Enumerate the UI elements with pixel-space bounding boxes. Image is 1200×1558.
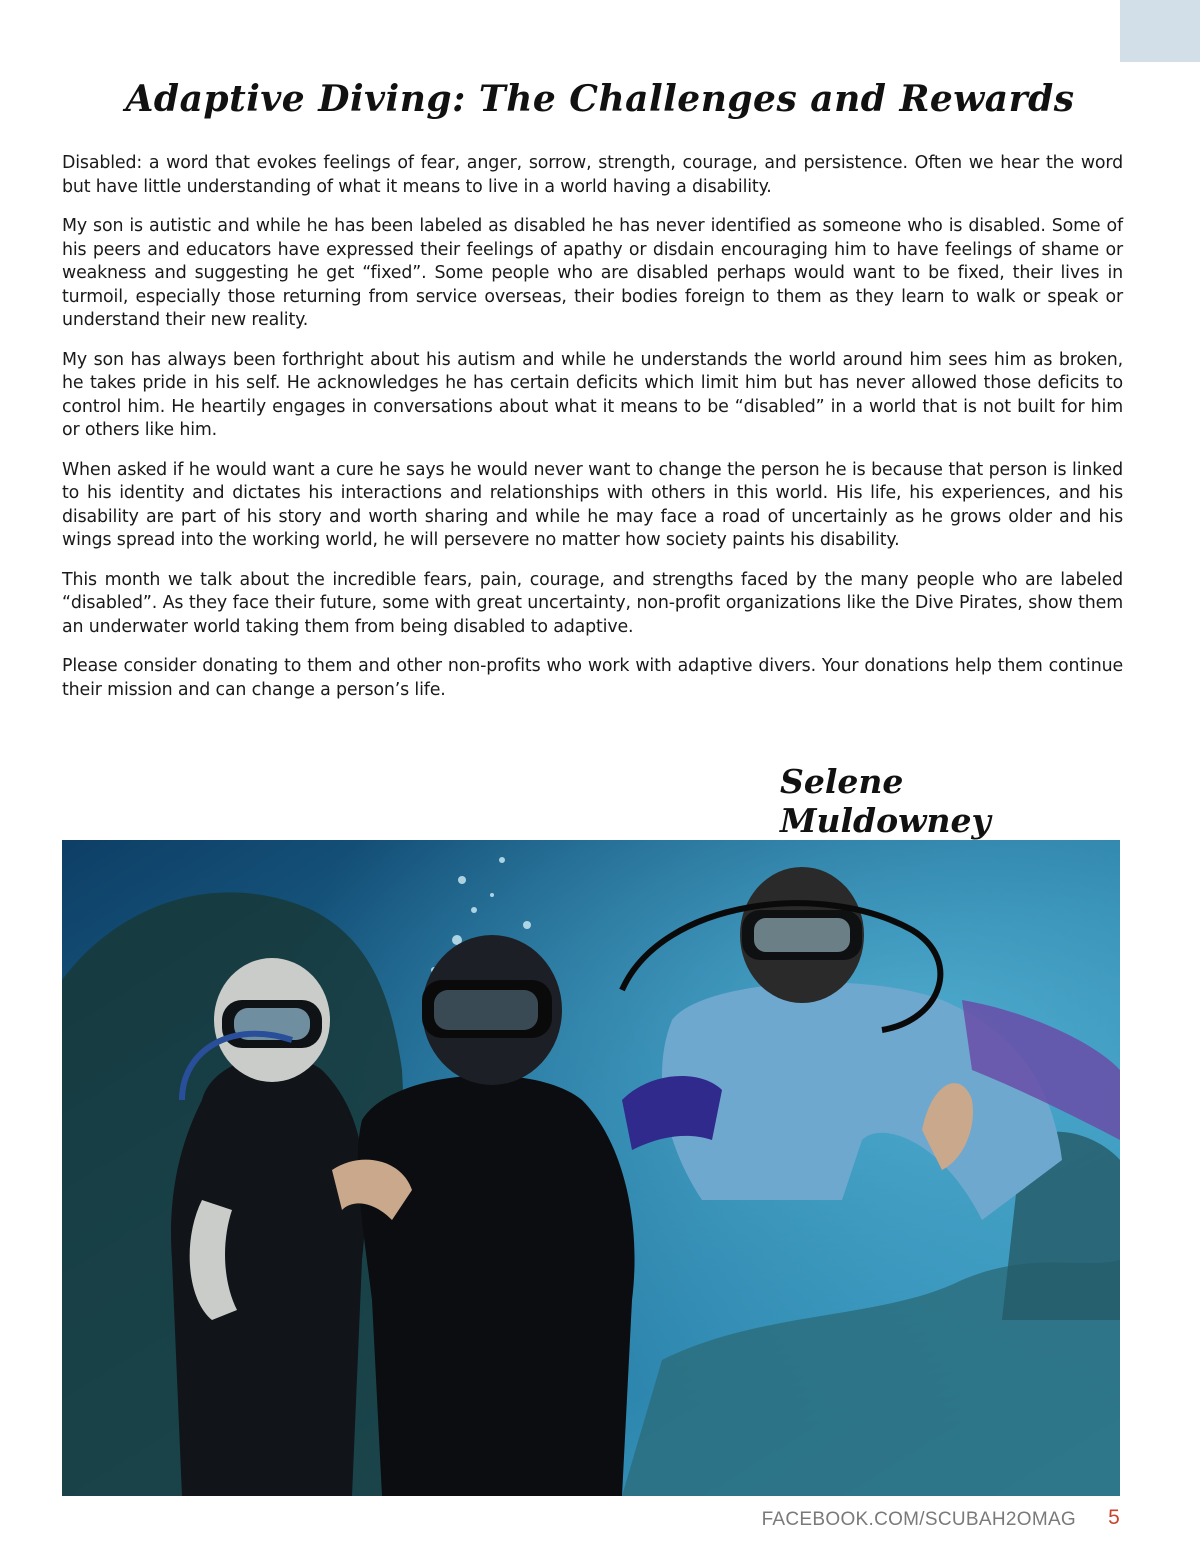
divers-photo — [62, 840, 1120, 1496]
footer-url[interactable]: FACEBOOK.COM/SCUBAH2OMAG — [761, 1509, 1076, 1530]
paragraph-2: My son is autistic and while he has been labeled as disabled he has never identified as someone who is disabled. Some of his peers and educators have expressed their feelings of apathy or disdain encouraging him to have feelings of shame or weakness and suggesting he get “fixed”. Some people who are disabled perhaps would want to be fixed, their lives in turmoil, especially those returning from service overseas, their bodies foreign to them as they learn to walk or speak or understand their new reality. — [62, 216, 1123, 330]
paragraph-3: My son has always been forthright about his autism and while he understands the world around him sees him as broken, he takes pride in his self. He acknowledges he has certain deficits which limit him but has never allowed those deficits to control him. He heartily engages in conversations about what it means to be “disabled” in a world that is not built for him or others like him. — [62, 349, 1123, 440]
paragraph-1: Disabled: a word that evokes feelings of fear, anger, sorrow, strength, courage, and persistence. Often we hear the word but have little understanding of what it means to live in a world having a disability. — [62, 153, 1123, 197]
page-number: 5 — [1108, 1506, 1120, 1529]
paragraph-5: This month we talk about the incredible fears, pain, courage, and strengths faced by the many people who are labeled “disabled”. As they face their future, some with great uncertainty, non-profit organizations like the Dive Pirates, show them an underwater world taking them from being disabled to adaptive. — [62, 569, 1123, 637]
article-title: Adaptive Diving: The Challenges and Rewards — [125, 78, 1075, 120]
paragraph-4: When asked if he would want a cure he says he would never want to change the person he is because that person is linked to his identity and dictates his interactions and relationships with others in this world. His life, his experiences, and his disability are part of his story and worth sharing and while he may face a road of uncertainly as he grows older and his wings spread into the working world, he will persevere no matter how society paints his disability. — [62, 459, 1123, 550]
corner-tab — [1120, 0, 1200, 62]
article-body — [62, 152, 1123, 718]
author-signature: Selene Muldowney — [780, 762, 991, 840]
paragraph-6: Please consider donating to them and other non-profits who work with adaptive divers. Your donations help them continue their mission and can change a person’s life. — [62, 656, 1123, 700]
